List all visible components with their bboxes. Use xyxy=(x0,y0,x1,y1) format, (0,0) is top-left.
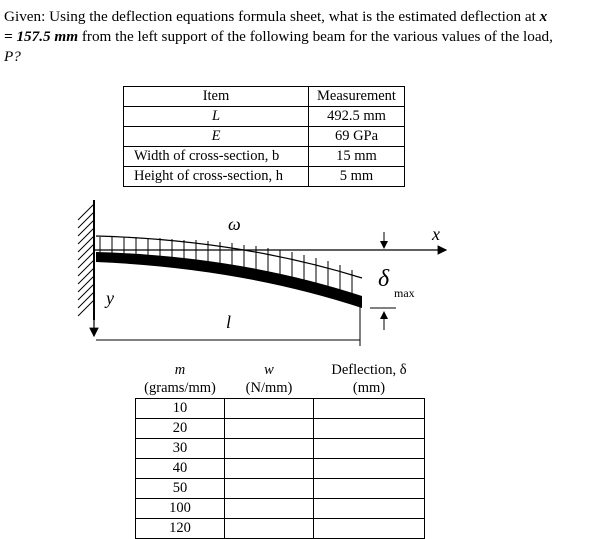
value-cell: 5 mm xyxy=(309,167,405,187)
w-cell xyxy=(225,499,314,519)
value-cell: 492.5 mm xyxy=(309,107,405,127)
w-cell xyxy=(225,439,314,459)
table-row xyxy=(136,479,425,499)
header-w xyxy=(225,360,314,399)
load-table xyxy=(135,360,425,539)
table-row xyxy=(136,399,425,419)
deflection-units: (mm) xyxy=(352,380,386,396)
deflection-var: Deflection, δ xyxy=(331,362,407,378)
header-item: Item xyxy=(124,87,309,107)
load-header-row xyxy=(136,360,425,399)
delta-symbol: δ xyxy=(378,266,390,292)
deflection-cell xyxy=(314,399,425,419)
header-m xyxy=(136,360,225,399)
m-var: m xyxy=(174,362,186,378)
table-row xyxy=(136,519,425,539)
deflection-cell xyxy=(314,519,425,539)
deflection-cell xyxy=(314,459,425,479)
w-cell xyxy=(225,479,314,499)
table-row xyxy=(136,439,425,459)
item-cell: E xyxy=(124,127,309,147)
table-row xyxy=(136,459,425,479)
item-cell: L xyxy=(124,107,309,127)
m-cell: 40 xyxy=(136,459,225,479)
y-axis-label: y xyxy=(106,288,114,308)
w-cell xyxy=(225,399,314,419)
w-units: (N/mm) xyxy=(245,380,293,396)
value-cell: 69 GPa xyxy=(309,127,405,147)
deflection-cell xyxy=(314,439,425,459)
m-cell: 50 xyxy=(136,479,225,499)
deflection-cell xyxy=(314,499,425,519)
table-row xyxy=(136,419,425,439)
length-label: l xyxy=(226,312,232,332)
w-cell xyxy=(225,459,314,479)
deflection-cell xyxy=(314,419,425,439)
m-cell: 100 xyxy=(136,499,225,519)
w-cell xyxy=(225,519,314,539)
m-cell: 20 xyxy=(136,419,225,439)
w-cell xyxy=(225,419,314,439)
item-cell: Height of cross-section, h xyxy=(124,167,309,187)
question-part2: from the left support of the following beam for the various values of the load, xyxy=(78,28,553,45)
x-axis-label: x xyxy=(432,224,440,244)
item-cell: Width of cross-section, b xyxy=(124,147,309,167)
m-cell: 10 xyxy=(136,399,225,419)
m-cell: 30 xyxy=(136,439,225,459)
m-units: (grams/mm) xyxy=(144,380,216,396)
delta-subscript: max xyxy=(394,286,415,300)
header-measurement: Measurement xyxy=(309,87,405,107)
value-cell: 15 mm xyxy=(309,147,405,167)
m-cell: 120 xyxy=(136,519,225,539)
wall-support xyxy=(78,200,94,320)
w-var: w xyxy=(264,362,274,378)
p-variable: P? xyxy=(4,48,21,65)
header-deflection xyxy=(314,360,425,399)
deflected-beam xyxy=(96,252,362,308)
omega-label: ω xyxy=(228,214,241,234)
deflection-cell xyxy=(314,479,425,499)
x-variable: x xyxy=(539,8,548,25)
x-value: = 157.5 mm xyxy=(4,28,79,45)
table-row xyxy=(136,499,425,519)
question-part1: Given: Using the deflection equations formula sheet, what is the estimated deflection at xyxy=(4,8,540,25)
